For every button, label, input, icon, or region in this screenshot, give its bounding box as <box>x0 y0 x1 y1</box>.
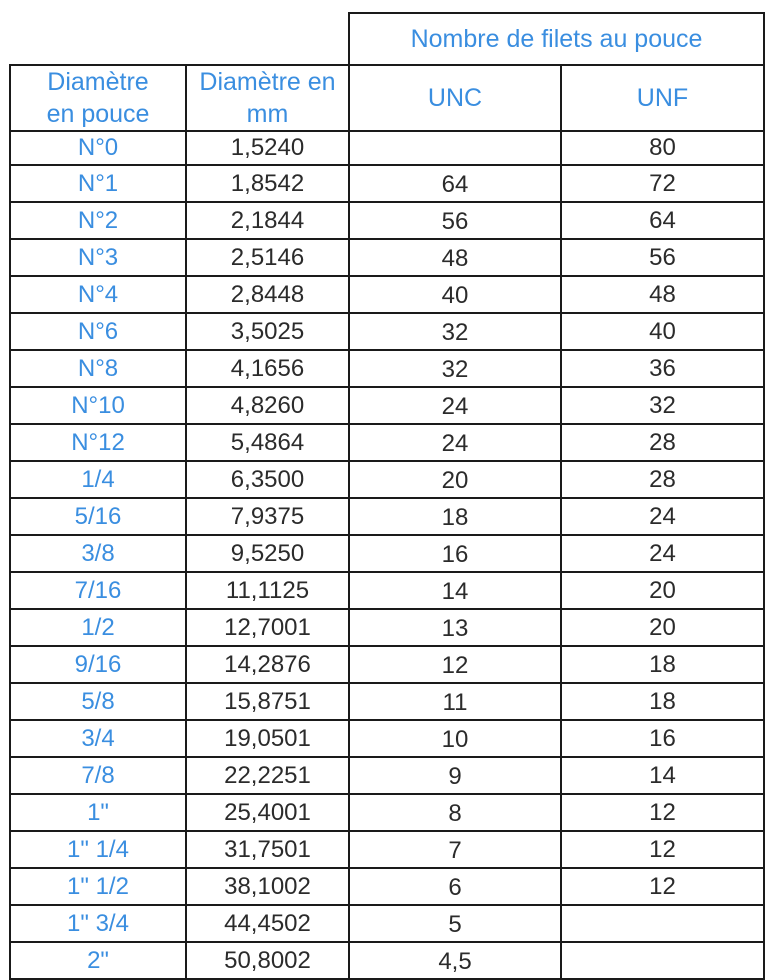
unc-threads-cell-value: 48 <box>441 245 469 272</box>
unc-threads-cell-value: 6 <box>448 874 462 901</box>
unc-threads-cell <box>349 276 561 313</box>
inch-diameter-cell-value: 2" <box>87 946 109 974</box>
mm-diameter-cell-value: 9,5250 <box>230 539 305 567</box>
mm-diameter-cell <box>186 424 349 461</box>
unf-threads-cell-value: 12 <box>649 872 676 900</box>
mm-diameter-cell <box>186 757 349 794</box>
unc-threads-cell <box>349 905 561 942</box>
unc-threads-cell <box>349 646 561 683</box>
table-row <box>10 313 764 350</box>
mm-diameter-cell-value: 14,2876 <box>224 650 311 678</box>
inch-diameter-cell <box>10 239 186 276</box>
unf-threads-cell <box>561 535 764 572</box>
inch-diameter-cell <box>10 757 186 794</box>
inch-diameter-cell <box>10 942 186 979</box>
table-row <box>10 276 764 313</box>
inch-diameter-cell <box>10 202 186 239</box>
unc-threads-cell-value: 7 <box>448 837 462 864</box>
unc-threads-cell-value: 11 <box>442 689 468 716</box>
unf-threads-cell-value: 20 <box>649 613 676 641</box>
unc-threads-cell-value: 40 <box>441 282 469 309</box>
mm-diameter-cell-value: 7,9375 <box>230 502 305 530</box>
inch-diameter-cell-value: N°2 <box>77 206 119 234</box>
inch-diameter-cell-value: 3/4 <box>81 724 115 752</box>
inch-diameter-cell-value: 5/8 <box>81 687 115 715</box>
inch-diameter-cell-value: N°10 <box>71 391 125 419</box>
table-row <box>10 239 764 276</box>
unc-threads-cell <box>349 868 561 905</box>
inch-diameter-cell <box>10 313 186 350</box>
unf-threads-cell-value: 18 <box>649 650 676 678</box>
unf-threads-cell-value: 12 <box>649 798 676 826</box>
mm-diameter-cell <box>186 276 349 313</box>
unc-threads-cell-value: 13 <box>441 615 469 642</box>
mm-diameter-cell-value: 25,4001 <box>224 798 311 826</box>
table-row <box>10 131 764 165</box>
unc-threads-cell-value: 24 <box>441 430 469 457</box>
mm-diameter-cell-value: 44,4502 <box>224 909 311 937</box>
table-row <box>10 609 764 646</box>
table-row <box>10 424 764 461</box>
inch-diameter-cell-value: 1/2 <box>81 613 115 641</box>
unf-threads-cell-value: 32 <box>649 391 676 419</box>
mm-diameter-cell <box>186 572 349 609</box>
unf-threads-cell-value: 36 <box>649 354 676 382</box>
inch-diameter-cell-value: N°3 <box>77 243 119 271</box>
mm-diameter-cell <box>186 461 349 498</box>
inch-diameter-cell <box>10 276 186 313</box>
inch-diameter-cell-value: 3/8 <box>81 539 115 567</box>
table-row <box>10 572 764 609</box>
unc-threads-cell-value: 32 <box>441 356 469 383</box>
unf-threads-cell <box>561 757 764 794</box>
table-row <box>10 720 764 757</box>
inch-diameter-cell-value: N°6 <box>77 317 119 345</box>
unf-threads-cell-value: 64 <box>649 206 676 234</box>
unc-threads-cell <box>349 202 561 239</box>
mm-diameter-cell-value: 12,7001 <box>224 613 311 641</box>
inch-diameter-cell-value: 1/4 <box>81 465 115 493</box>
unf-threads-cell <box>561 313 764 350</box>
table-row <box>10 535 764 572</box>
threads-per-inch-header: Nombre de filets au pouce <box>349 13 764 65</box>
unf-threads-cell <box>561 609 764 646</box>
unc-threads-cell <box>349 535 561 572</box>
unc-threads-cell <box>349 757 561 794</box>
inch-diameter-cell <box>10 350 186 387</box>
mm-diameter-cell-value: 2,1844 <box>230 206 305 234</box>
unf-threads-cell-value: 72 <box>649 169 676 197</box>
inch-diameter-cell <box>10 609 186 646</box>
table-row <box>10 646 764 683</box>
inch-diameter-cell-value: N°8 <box>77 354 119 382</box>
unc-threads-cell-value: 20 <box>441 467 469 494</box>
unc-threads-cell <box>349 350 561 387</box>
unc-threads-cell-value: 14 <box>441 578 469 605</box>
header-group-row <box>10 13 764 65</box>
unf-threads-cell <box>561 942 764 979</box>
unf-threads-cell-value: 28 <box>649 428 676 456</box>
mm-diameter-cell <box>186 313 349 350</box>
table-row <box>10 165 764 202</box>
thread-table-sheet <box>9 12 763 980</box>
mm-diameter-cell-value: 38,1002 <box>224 872 311 900</box>
mm-diameter-cell-value: 3,5025 <box>230 317 305 345</box>
unf-threads-cell <box>561 498 764 535</box>
unc-threads-cell <box>349 387 561 424</box>
table-row <box>10 387 764 424</box>
mm-diameter-cell-value: 5,4864 <box>230 428 305 456</box>
unf-threads-cell-value: 16 <box>649 724 676 752</box>
table-row <box>10 350 764 387</box>
unc-threads-cell-value <box>350 147 560 150</box>
mm-diameter-cell <box>186 683 349 720</box>
mm-diameter-cell <box>186 350 349 387</box>
table-row <box>10 683 764 720</box>
unc-threads-cell <box>349 683 561 720</box>
inch-diameter-cell <box>10 424 186 461</box>
unf-header: UNF <box>561 65 764 131</box>
inch-diameter-cell <box>10 165 186 202</box>
mm-diameter-cell-value: 6,3500 <box>230 465 305 493</box>
table-row <box>10 498 764 535</box>
table-row <box>10 868 764 905</box>
mm-diameter-cell-value: 2,8448 <box>230 280 305 308</box>
mm-diameter-cell <box>186 609 349 646</box>
unc-threads-cell <box>349 831 561 868</box>
unf-threads-cell <box>561 831 764 868</box>
mm-diameter-cell <box>186 720 349 757</box>
mm-diameter-cell-value: 50,8002 <box>224 946 311 974</box>
unf-threads-cell-value: 14 <box>649 761 676 789</box>
mm-diameter-header-label: Diamètre en mm <box>199 68 336 128</box>
table-header <box>10 13 764 131</box>
unf-threads-cell <box>561 720 764 757</box>
unc-threads-cell <box>349 572 561 609</box>
unc-threads-cell-value: 16 <box>441 541 469 568</box>
unf-threads-cell-value: 40 <box>649 317 676 345</box>
table-row <box>10 905 764 942</box>
inch-diameter-cell <box>10 831 186 868</box>
mm-diameter-cell <box>186 905 349 942</box>
unf-threads-cell <box>561 905 764 942</box>
unf-threads-cell-value: 18 <box>649 687 676 715</box>
unf-threads-cell-value: 28 <box>649 465 676 493</box>
inch-diameter-cell-value: 7/8 <box>81 761 115 789</box>
unc-threads-cell <box>349 498 561 535</box>
mm-diameter-cell-value: 19,0501 <box>224 724 311 752</box>
unc-threads-cell <box>349 313 561 350</box>
unf-threads-cell <box>561 461 764 498</box>
unf-threads-cell <box>561 350 764 387</box>
inch-diameter-cell <box>10 131 186 165</box>
header-column-row <box>10 65 764 131</box>
unc-threads-cell-value: 9 <box>448 763 462 790</box>
unc-threads-cell <box>349 424 561 461</box>
inch-diameter-cell-value: N°0 <box>77 134 119 161</box>
unf-threads-cell <box>561 239 764 276</box>
unc-threads-cell <box>349 942 561 979</box>
inch-diameter-cell-value: N°4 <box>77 280 119 308</box>
unf-threads-cell-value: 24 <box>649 502 676 530</box>
table-body <box>10 131 764 979</box>
inch-diameter-cell <box>10 646 186 683</box>
mm-diameter-cell <box>186 868 349 905</box>
mm-diameter-cell <box>186 202 349 239</box>
unc-threads-cell-value: 64 <box>441 171 469 198</box>
unc-threads-cell-value: 32 <box>441 319 469 346</box>
mm-diameter-cell <box>186 131 349 165</box>
mm-diameter-cell-value: 31,7501 <box>224 835 311 863</box>
inch-diameter-cell-value: 9/16 <box>74 650 122 678</box>
mm-diameter-cell-value: 15,8751 <box>224 687 311 715</box>
inch-diameter-cell-value: 1" 1/2 <box>67 872 129 900</box>
unc-threads-cell <box>349 461 561 498</box>
mm-diameter-cell <box>186 535 349 572</box>
table-row <box>10 461 764 498</box>
inch-diameter-header <box>10 65 186 131</box>
inch-diameter-cell-value: 1" 3/4 <box>67 909 129 937</box>
unf-threads-cell <box>561 165 764 202</box>
mm-diameter-cell-value: 1,5240 <box>230 134 305 161</box>
inch-diameter-cell <box>10 461 186 498</box>
unc-threads-cell-value: 12 <box>441 652 469 679</box>
unc-threads-cell-value: 10 <box>441 726 469 753</box>
unf-threads-cell-value: 80 <box>649 134 676 161</box>
inch-diameter-cell <box>10 535 186 572</box>
unc-threads-cell-value: 5 <box>448 911 462 938</box>
inch-diameter-cell <box>10 868 186 905</box>
mm-diameter-cell-value: 4,8260 <box>230 391 305 419</box>
unf-threads-cell <box>561 868 764 905</box>
unc-threads-cell-value: 4,5 <box>438 948 472 975</box>
unf-threads-cell <box>561 683 764 720</box>
table-row <box>10 202 764 239</box>
unf-threads-cell <box>561 387 764 424</box>
table-row <box>10 831 764 868</box>
table-row <box>10 757 764 794</box>
mm-diameter-cell-value: 1,8542 <box>230 169 305 197</box>
mm-diameter-cell <box>186 387 349 424</box>
unc-threads-cell <box>349 720 561 757</box>
unf-threads-cell <box>561 424 764 461</box>
unc-threads-cell <box>349 165 561 202</box>
mm-diameter-cell <box>186 165 349 202</box>
mm-diameter-cell <box>186 831 349 868</box>
mm-diameter-cell-value: 11,1125 <box>225 576 310 604</box>
unf-threads-cell-value: 12 <box>649 835 676 863</box>
inch-diameter-cell <box>10 498 186 535</box>
inch-diameter-cell-value: 1" <box>87 798 109 826</box>
mm-diameter-cell <box>186 498 349 535</box>
unf-threads-cell-value: 48 <box>649 280 676 308</box>
mm-diameter-cell-value: 22,2251 <box>224 761 311 789</box>
unf-threads-cell <box>561 276 764 313</box>
inch-diameter-cell-value: 7/16 <box>74 576 122 604</box>
inch-diameter-cell-value: N°1 <box>77 169 119 197</box>
inch-diameter-cell-value: 5/16 <box>74 502 122 530</box>
unf-threads-cell <box>561 646 764 683</box>
inch-diameter-header-label: Diamètre en pouce <box>46 68 150 128</box>
mm-diameter-cell-value: 4,1656 <box>230 354 305 382</box>
mm-diameter-cell <box>186 794 349 831</box>
mm-diameter-cell <box>186 646 349 683</box>
inch-diameter-cell <box>10 572 186 609</box>
unf-threads-cell <box>561 131 764 165</box>
inch-diameter-cell-value: N°12 <box>71 428 125 456</box>
unf-threads-cell <box>561 794 764 831</box>
inch-diameter-cell <box>10 905 186 942</box>
inch-diameter-cell-value: 1" 1/4 <box>67 835 129 863</box>
unc-threads-cell-value: 8 <box>448 800 462 827</box>
inch-diameter-cell <box>10 387 186 424</box>
unf-threads-cell-value: 20 <box>649 576 676 604</box>
mm-diameter-cell-value: 2,5146 <box>230 243 305 271</box>
inch-diameter-cell <box>10 720 186 757</box>
table-row <box>10 942 764 979</box>
unf-threads-cell-value: 24 <box>649 539 676 567</box>
unc-threads-cell <box>349 131 561 165</box>
unc-threads-cell-value: 18 <box>441 504 469 531</box>
unc-header: UNC <box>349 65 561 131</box>
header-blank-cell <box>10 13 349 65</box>
thread-table <box>9 12 765 980</box>
unf-threads-cell <box>561 202 764 239</box>
unc-threads-cell <box>349 609 561 646</box>
unc-threads-cell <box>349 794 561 831</box>
table-row <box>10 794 764 831</box>
unf-threads-cell <box>561 572 764 609</box>
mm-diameter-cell <box>186 239 349 276</box>
unf-threads-cell-value: 56 <box>649 243 676 271</box>
mm-diameter-header <box>186 65 349 131</box>
inch-diameter-cell <box>10 683 186 720</box>
unc-threads-cell-value: 56 <box>441 208 469 235</box>
unc-threads-cell <box>349 239 561 276</box>
mm-diameter-cell <box>186 942 349 979</box>
unc-threads-cell-value: 24 <box>441 393 469 420</box>
inch-diameter-cell <box>10 794 186 831</box>
